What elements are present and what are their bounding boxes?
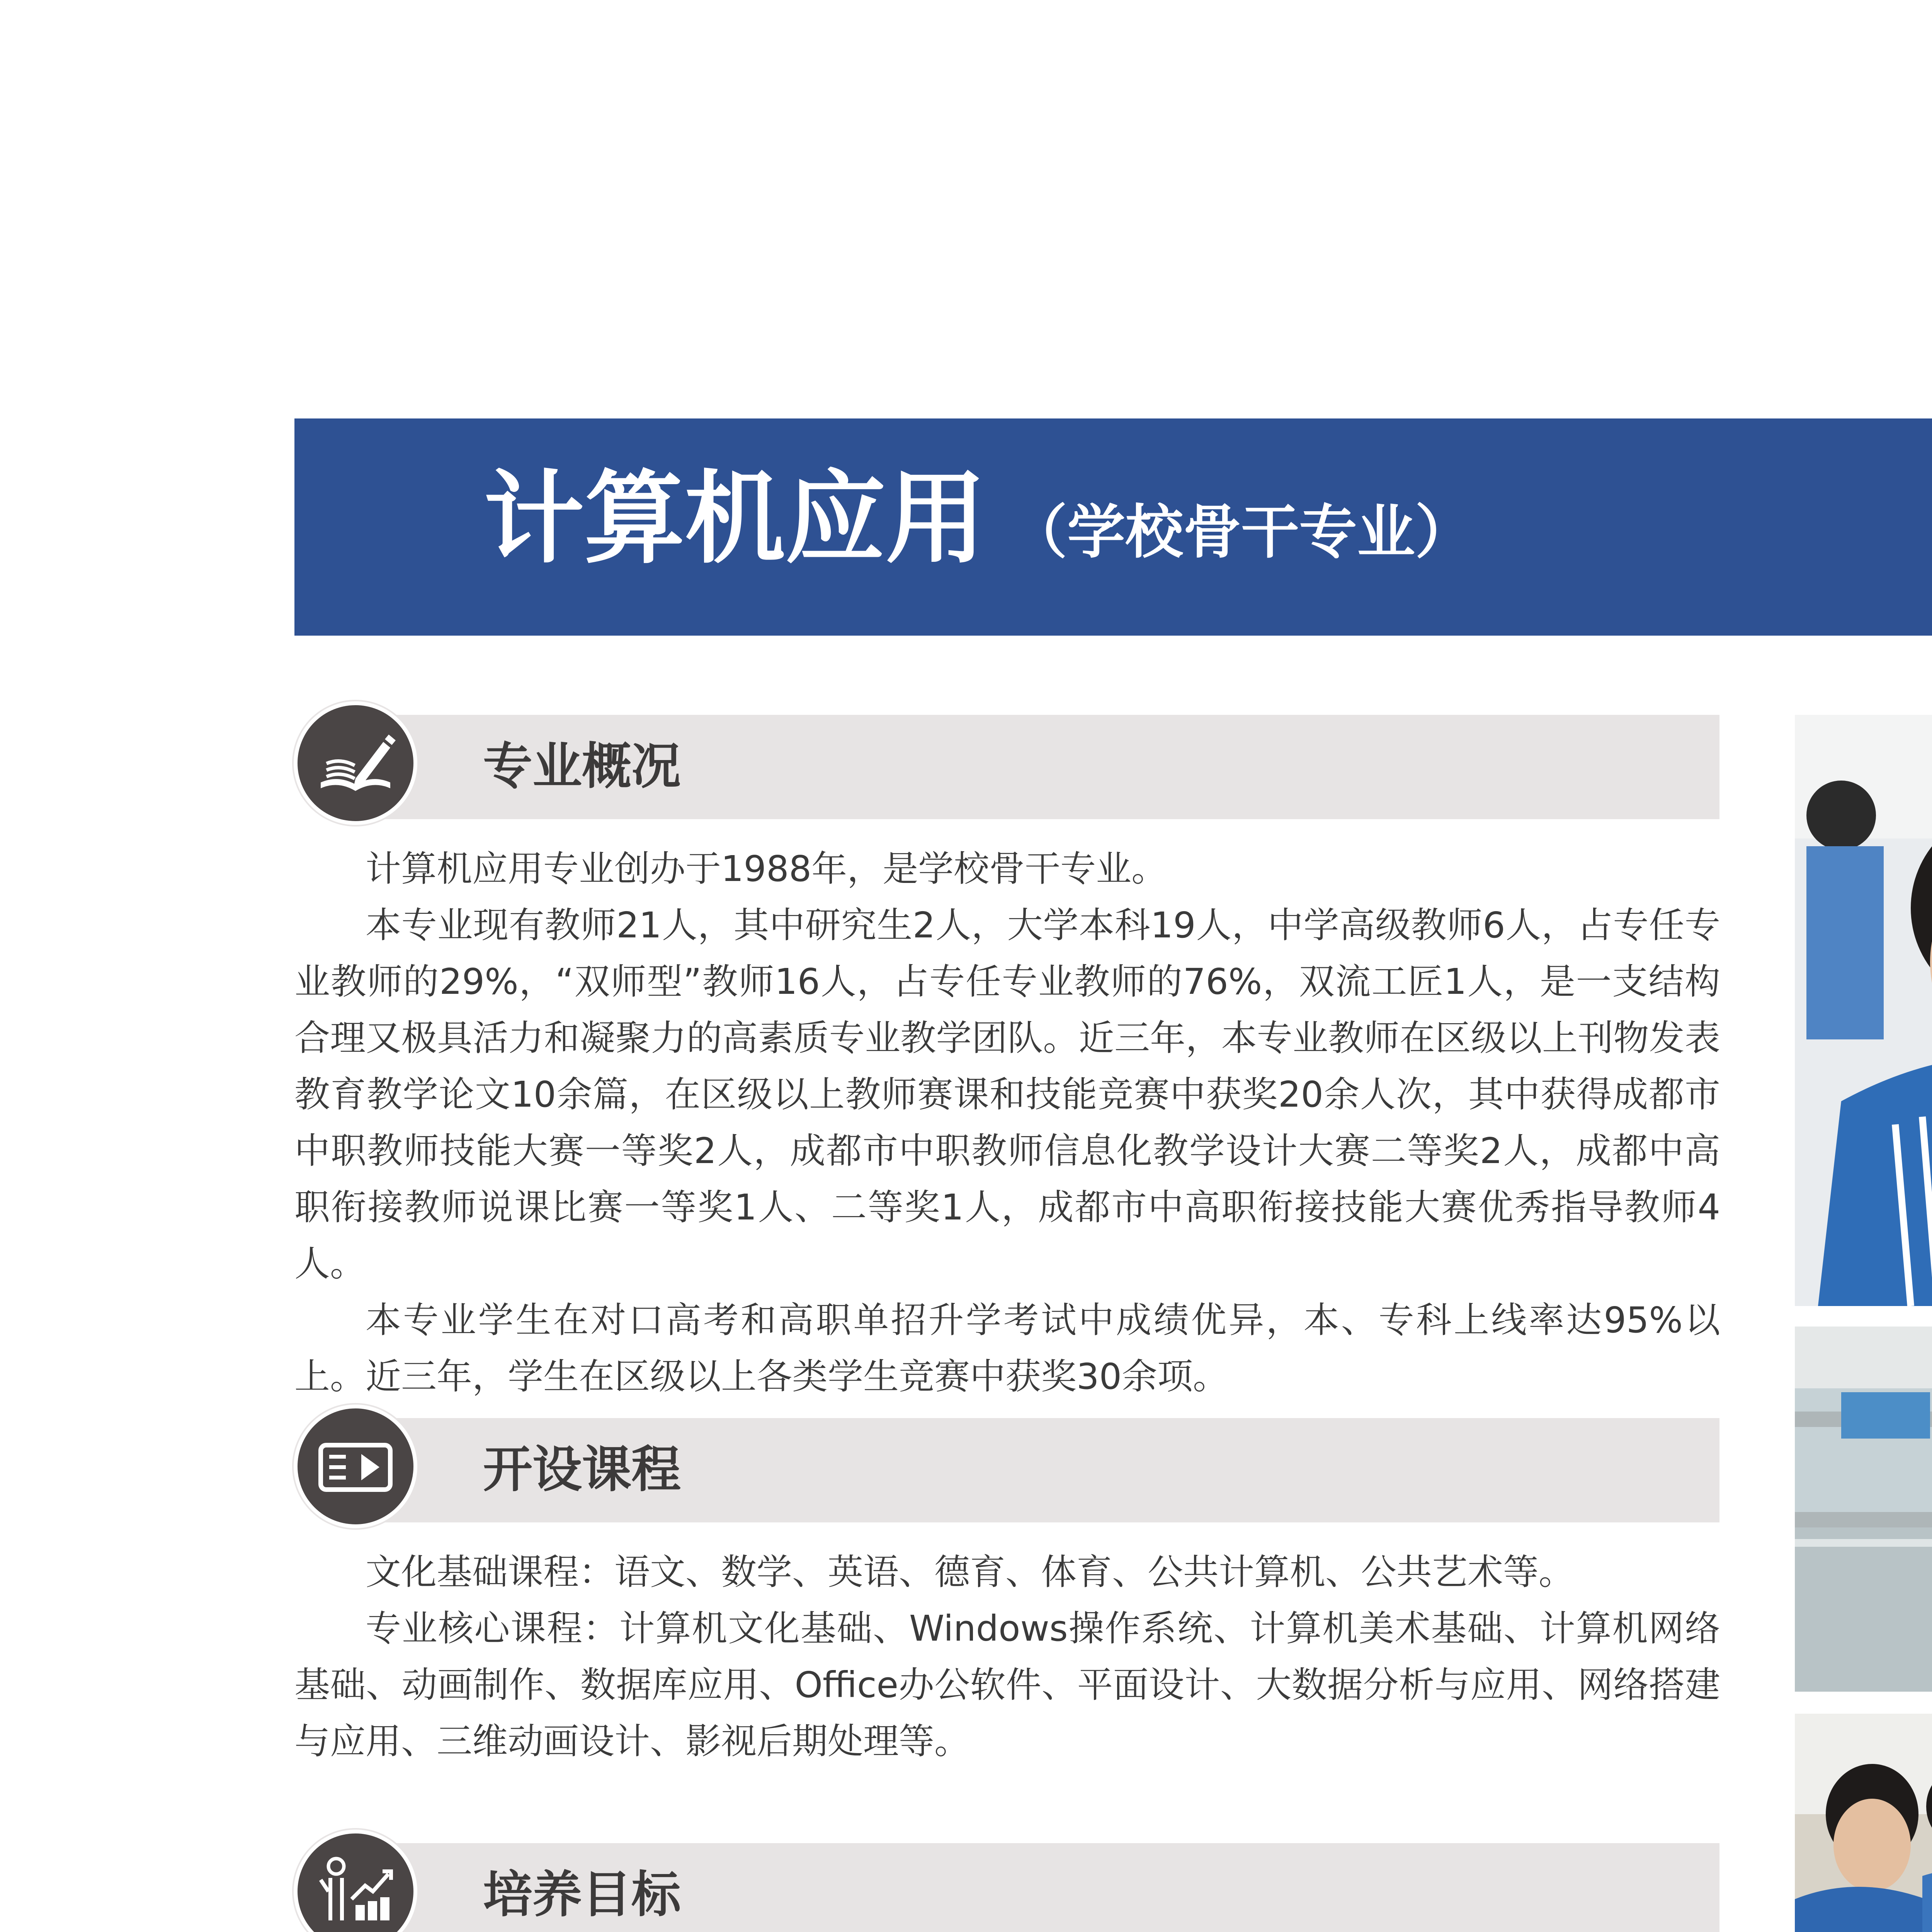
video-lesson-icon: [294, 1405, 417, 1528]
photo-students-monitors: [1795, 1714, 1932, 1932]
book-pen-icon: [294, 701, 417, 825]
page-title: 计算机应用: [484, 461, 986, 577]
title-banner: [294, 418, 1932, 636]
paragraph: 计算机应用专业创办于1988年，是学校骨干专业。: [366, 848, 1167, 889]
section-body-courses: [294, 1544, 1720, 1770]
growth-target-icon: [294, 1830, 417, 1932]
paragraph: 本专业现有教师21人，其中研究生2人，大学本科19人，中学高级教师6人，占专任专业教师的29%，“双师型”教师16人，占专任专业教师的76%，双流工匠1人，是一支结构合理又极具活力和凝聚力的高素质专业教学团队。近三年，本专业教师在区级以上刊物发表教育教学论文10余篇，在区级以上教师赛课和技能竞赛中获奖20余人次，其中获得成都市中职教师技能大赛一等奖2人，成都市中职教师信息化教学设计大赛二等奖2人，成都中高职衔接教师说课比赛一等奖1人、二等奖1人，成都市中高职衔接技能大赛优秀指导教师4人。: [294, 905, 1720, 1284]
page-subtitle: （学校骨干专业）: [1009, 499, 1473, 566]
paragraph: 专业核心课程：计算机文化基础、Windows操作系统、计算机美术基础、计算机网络基础、动画制作、数据库应用、Office办公软件、平面设计、大数据分析与应用、网络搭建与应用、三维动画设计、影视后期处理等。: [294, 1608, 1720, 1762]
section-title-courses: 开设课程: [483, 1441, 681, 1498]
paragraph: 文化基础课程：语文、数学、英语、德育、体育、公共计算机、公共艺术等。: [366, 1551, 1575, 1593]
section-body-overview: [294, 841, 1720, 1405]
photo-computer-lab: [1795, 1327, 1932, 1692]
section-title-overview: 专业概况: [483, 738, 681, 795]
paragraph: 本专业学生在对口高考和高职单招升学考试中成绩优异，本、专科上线率达95%以上。近三年，学生在区级以上各类学生竞赛中获奖30余项。: [294, 1299, 1720, 1397]
section-title-goals: 培养目标: [483, 1866, 681, 1923]
photo-teacher-student: [1795, 715, 1932, 1306]
